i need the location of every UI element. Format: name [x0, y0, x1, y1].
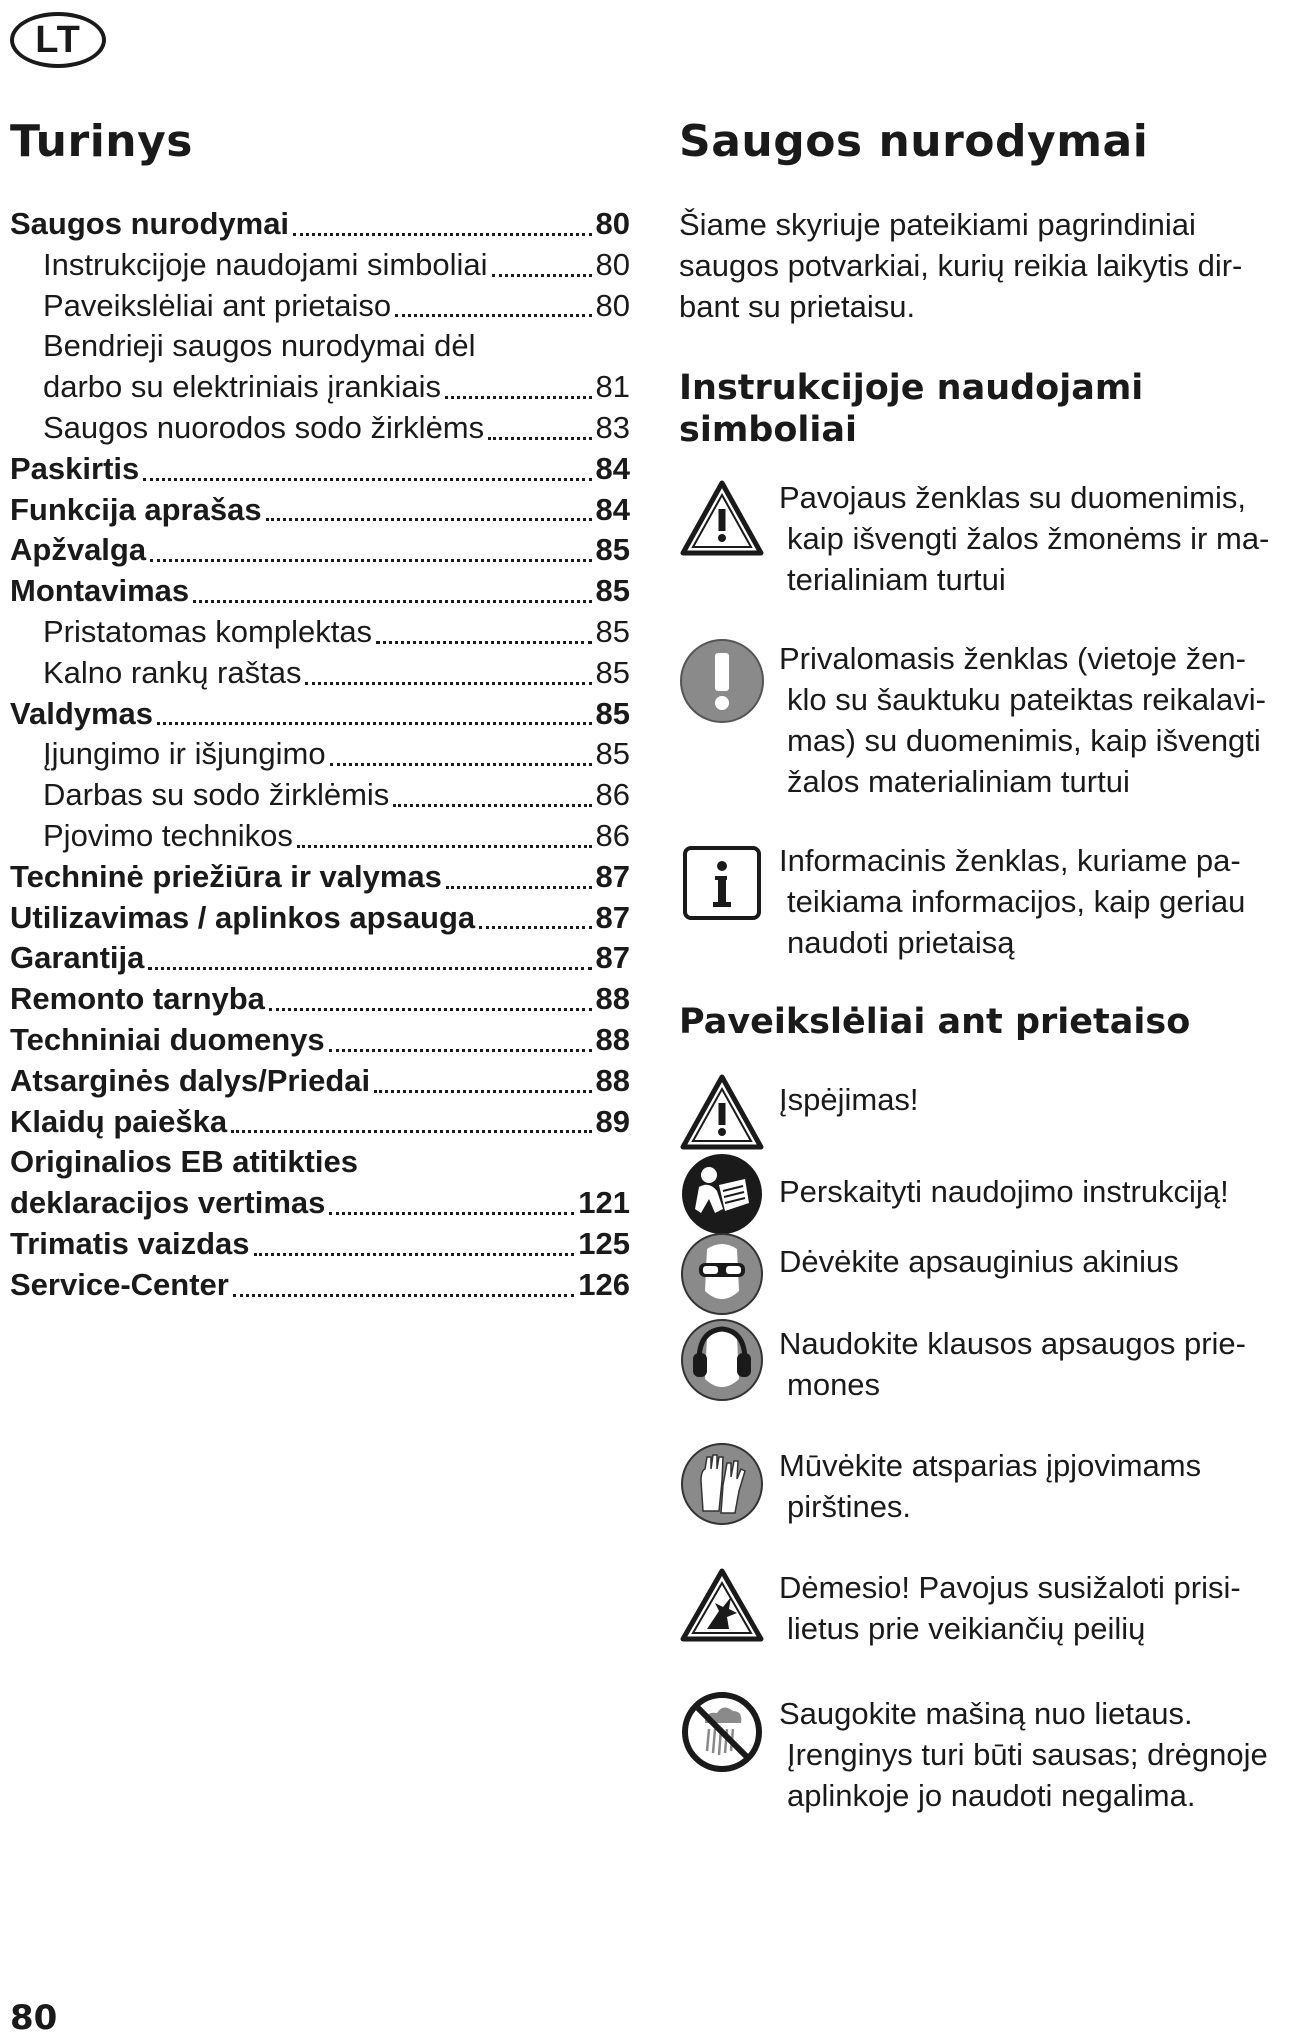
- toc-entry-label: Paskirtis: [10, 450, 140, 486]
- device-symbol-row: [679, 1231, 1304, 1317]
- toc-dot-leader: [374, 1090, 591, 1093]
- toc-entry-page: 88: [595, 1062, 630, 1098]
- intro-line: bant su prietaisu.: [679, 289, 916, 324]
- toc-entry-label: Apžvalga: [10, 532, 147, 568]
- symbol-text-line: Informacinis ženklas, kuriame pa-: [779, 843, 1241, 878]
- toc-dot-leader: [293, 233, 591, 236]
- toc-dot-leader: [193, 600, 591, 603]
- ear-protection-icon: [679, 1317, 765, 1403]
- toc-entry[interactable]: [10, 530, 630, 571]
- toc-entry[interactable]: [10, 286, 630, 327]
- no-rain-icon: [679, 1689, 765, 1775]
- symbols-heading-line: simboliai: [679, 410, 858, 450]
- toc-entry[interactable]: [10, 449, 630, 490]
- toc-entry-label: Bendrieji saugos nurodymai dėl: [43, 328, 476, 364]
- toc-entry-label: darbo su elektriniais įrankiais: [43, 369, 442, 405]
- toc-entry-label: Atsarginės dalys/Priedai: [10, 1062, 371, 1098]
- safety-column: [679, 112, 1304, 1816]
- language-badge: [10, 12, 106, 68]
- toc-entry-page: 126: [578, 1266, 630, 1302]
- toc-entry[interactable]: [10, 694, 630, 735]
- toc-entry-page: 87: [595, 858, 630, 894]
- device-symbols-heading: Paveikslėliai ant prietaiso: [679, 1002, 1191, 1042]
- symbol-text-line: klo su šauktuku pateiktas reikalavi-: [787, 682, 1267, 717]
- symbol-text: [779, 840, 1245, 963]
- toc-entry-page: 84: [595, 491, 630, 527]
- toc-entry-page: 86: [595, 777, 630, 813]
- toc-entry-label: Garantija: [10, 940, 145, 976]
- toc-entry[interactable]: [10, 408, 630, 449]
- toc-dot-leader: [329, 1049, 592, 1052]
- toc-entry-page: 87: [595, 940, 630, 976]
- symbol-text-line: teikiama informacijos, kaip geriau: [787, 884, 1246, 919]
- symbol-text-line: kaip išvengti žalos žmonėms ir ma-: [787, 521, 1270, 556]
- toc-list: [10, 204, 630, 1306]
- toc-entry-page: 125: [578, 1225, 630, 1261]
- toc-entry[interactable]: [10, 775, 630, 816]
- safety-intro: [679, 204, 1304, 327]
- toc-entry-label: Remonto tarnyba: [10, 981, 265, 1017]
- symbol-text-line: terialiniam turtui: [787, 562, 1006, 597]
- symbol-text-line: Pavojaus ženklas su duomenimis,: [779, 480, 1246, 515]
- toc-entry[interactable]: [10, 204, 630, 245]
- symbol-text-line: Privalomasis ženklas (vietoje žen-: [779, 641, 1246, 676]
- toc-entry[interactable]: [10, 653, 630, 694]
- language-code: LT: [35, 18, 81, 61]
- toc-entry-label: Kalno rankų raštas: [43, 654, 302, 690]
- toc-entry[interactable]: [10, 734, 630, 775]
- toc-entry-label: Utilizavimas / aplinkos apsauga: [10, 899, 476, 935]
- toc-dot-leader: [266, 518, 592, 521]
- toc-dot-leader: [445, 396, 591, 399]
- toc-entry[interactable]: [10, 857, 630, 898]
- toc-entry[interactable]: [10, 1020, 630, 1061]
- toc-entry[interactable]: [10, 1102, 630, 1143]
- device-symbol-text-line: Mūvėkite atsparias įpjovimams: [779, 1448, 1202, 1483]
- device-symbol-text-line: Įrenginys turi būti sausas; drėgnoje: [787, 1737, 1268, 1772]
- toc-entry-page: 85: [595, 532, 630, 568]
- toc-entry-label: Saugos nurodymai: [10, 206, 290, 241]
- toc-entry-label: Pristatomas komplektas: [43, 613, 373, 649]
- warning-triangle-icon: [679, 1071, 765, 1157]
- device-symbol-text-line: Saugokite mašiną nuo lietaus.: [779, 1696, 1193, 1731]
- toc-dot-leader: [305, 682, 591, 685]
- toc-entry[interactable]: [10, 1061, 630, 1102]
- toc-entry-page: 84: [595, 450, 630, 486]
- toc-entry[interactable]: [10, 938, 630, 979]
- toc-dot-leader: [148, 967, 591, 970]
- toc-entry-label: Service-Center: [10, 1266, 229, 1302]
- toc-dot-leader: [393, 804, 591, 807]
- device-symbol-row: [679, 1151, 1304, 1237]
- toc-entry[interactable]: [10, 367, 630, 408]
- toc-title: Turinys: [10, 116, 193, 167]
- toc-entry[interactable]: [10, 979, 630, 1020]
- symbol-text: [779, 477, 1269, 600]
- symbol-text-line: mas) su duomenimis, kaip išvengti: [787, 723, 1261, 758]
- toc-entry-label: Techniniai duomenys: [10, 1021, 325, 1057]
- device-symbol-text: [779, 1563, 1241, 1649]
- intro-line: saugos potvarkiai, kurių reikia laikytis dir-: [679, 248, 1243, 283]
- toc-entry[interactable]: [10, 245, 630, 286]
- toc-entry-page: 85: [595, 654, 630, 690]
- toc-dot-leader: [479, 926, 591, 929]
- device-symbol-row: [679, 1071, 1304, 1157]
- device-symbol-text-line: Įspėjimas!: [779, 1082, 919, 1117]
- toc-entry-label: Įjungimo ir išjungimo: [43, 736, 326, 772]
- toc-dot-leader: [492, 274, 592, 277]
- device-symbol-row: [679, 1563, 1304, 1649]
- toc-entry[interactable]: [10, 1224, 630, 1265]
- symbol-text-line: žalos materialiniam turtui: [787, 764, 1130, 799]
- safety-title: Saugos nurodymai: [679, 116, 1149, 167]
- toc-entry[interactable]: [10, 1142, 630, 1183]
- mandatory-exclamation-icon: [679, 638, 765, 724]
- toc-column: [10, 112, 630, 1306]
- cutting-hazard-icon: [679, 1563, 765, 1649]
- toc-dot-leader: [254, 1253, 575, 1256]
- device-symbol-text: [779, 1231, 1179, 1282]
- symbol-row: [679, 840, 1304, 963]
- toc-entry-label: Montavimas: [10, 573, 190, 609]
- device-symbol-text: [779, 1317, 1246, 1405]
- toc-entry[interactable]: [10, 1265, 630, 1306]
- toc-dot-leader: [157, 722, 591, 725]
- toc-entry[interactable]: [10, 816, 630, 857]
- toc-dot-leader: [143, 478, 591, 481]
- page-number: 80: [10, 1998, 58, 2038]
- toc-entry-label: Pjovimo technikos: [43, 817, 293, 853]
- intro-line: Šiame skyriuje pateikiami pagrindiniai: [679, 207, 1196, 242]
- toc-entry-page: 87: [595, 899, 630, 935]
- device-symbol-row: [679, 1689, 1304, 1816]
- toc-entry-page: 81: [595, 369, 630, 405]
- toc-dot-leader: [150, 559, 591, 562]
- read-manual-icon: [679, 1151, 765, 1237]
- toc-entry-label: Trimatis vaizdas: [10, 1225, 250, 1261]
- toc-entry-label: Darbas su sodo žirklėmis: [43, 777, 390, 813]
- toc-dot-leader: [395, 314, 591, 317]
- toc-entry-label: deklaracijos vertimas: [10, 1185, 326, 1221]
- toc-entry-page: 88: [595, 1021, 630, 1057]
- symbols-heading: [679, 367, 1304, 451]
- device-symbol-text: [779, 1151, 1229, 1212]
- device-symbol-text: [779, 1441, 1201, 1527]
- toc-entry-page: 88: [595, 981, 630, 1017]
- toc-entry[interactable]: [10, 326, 630, 367]
- toc-entry-page: 80: [595, 206, 630, 241]
- symbol-row: [679, 638, 1304, 802]
- toc-dot-leader: [297, 845, 592, 848]
- device-symbol-row: [679, 1317, 1304, 1405]
- symbols-heading-line: Instrukcijoje naudojami: [679, 368, 1144, 408]
- symbol-text: [779, 638, 1266, 802]
- device-symbol-text-line: Dėvėkite apsauginius akinius: [779, 1244, 1179, 1279]
- toc-dot-leader: [330, 763, 592, 766]
- toc-entry-label: Instrukcijoje naudojami simboliai: [43, 246, 488, 282]
- device-symbol-text: [779, 1071, 919, 1120]
- device-symbol-text-line: Perskaityti naudojimo instrukciją!: [779, 1174, 1229, 1209]
- toc-entry-page: 86: [595, 817, 630, 853]
- gloves-icon: [679, 1441, 765, 1527]
- toc-entry-label: Valdymas: [10, 695, 154, 731]
- toc-entry[interactable]: [10, 571, 630, 612]
- toc-entry-page: 89: [595, 1103, 630, 1139]
- toc-entry-label: Techninė priežiūra ir valymas: [10, 858, 442, 894]
- toc-entry-page: 85: [595, 736, 630, 772]
- toc-dot-leader: [488, 437, 591, 440]
- symbol-row: [679, 477, 1304, 600]
- toc-entry[interactable]: [10, 898, 630, 939]
- toc-entry-label: Saugos nuorodos sodo žirklėms: [43, 409, 485, 445]
- toc-dot-leader: [231, 1130, 591, 1133]
- toc-entry-page: 85: [595, 695, 630, 731]
- device-symbol-text-line: Naudokite klausos apsaugos prie-: [779, 1326, 1246, 1361]
- device-symbol-row: [679, 1441, 1304, 1527]
- toc-entry-page: 83: [595, 409, 630, 445]
- toc-dot-leader: [269, 1008, 592, 1011]
- toc-entry-label: Originalios EB atitikties: [10, 1144, 358, 1180]
- device-symbol-text-line: pirštines.: [787, 1489, 912, 1524]
- toc-entry-page: 80: [595, 246, 630, 282]
- toc-entry-page: 80: [595, 287, 630, 323]
- safety-goggles-icon: [679, 1231, 765, 1317]
- info-icon: [679, 840, 765, 926]
- toc-entry-page: 121: [578, 1185, 630, 1221]
- toc-entry[interactable]: [10, 1183, 630, 1224]
- toc-entry-page: 85: [595, 613, 630, 649]
- symbol-text-line: naudoti prietaisą: [787, 925, 1015, 960]
- toc-dot-leader: [446, 886, 592, 889]
- device-symbol-text-line: mones: [787, 1367, 881, 1402]
- toc-dot-leader: [233, 1294, 574, 1297]
- toc-entry[interactable]: [10, 490, 630, 531]
- toc-dot-leader: [329, 1212, 574, 1215]
- device-symbol-text: [779, 1689, 1268, 1816]
- toc-entry-label: Klaidų paieška: [10, 1103, 228, 1139]
- toc-entry-label: Funkcija aprašas: [10, 491, 262, 527]
- toc-dot-leader: [376, 641, 591, 644]
- toc-entry-label: Paveikslėliai ant prietaiso: [43, 287, 392, 323]
- device-symbol-text-line: Dėmesio! Pavojus susižaloti prisi-: [779, 1570, 1241, 1605]
- toc-entry-page: 85: [595, 573, 630, 609]
- device-symbol-text-line: aplinkoje jo naudoti negalima.: [787, 1778, 1196, 1813]
- device-symbol-text-line: lietus prie veikiančių peilių: [787, 1611, 1146, 1646]
- toc-entry[interactable]: [10, 612, 630, 653]
- warning-triangle-icon: [679, 477, 765, 563]
